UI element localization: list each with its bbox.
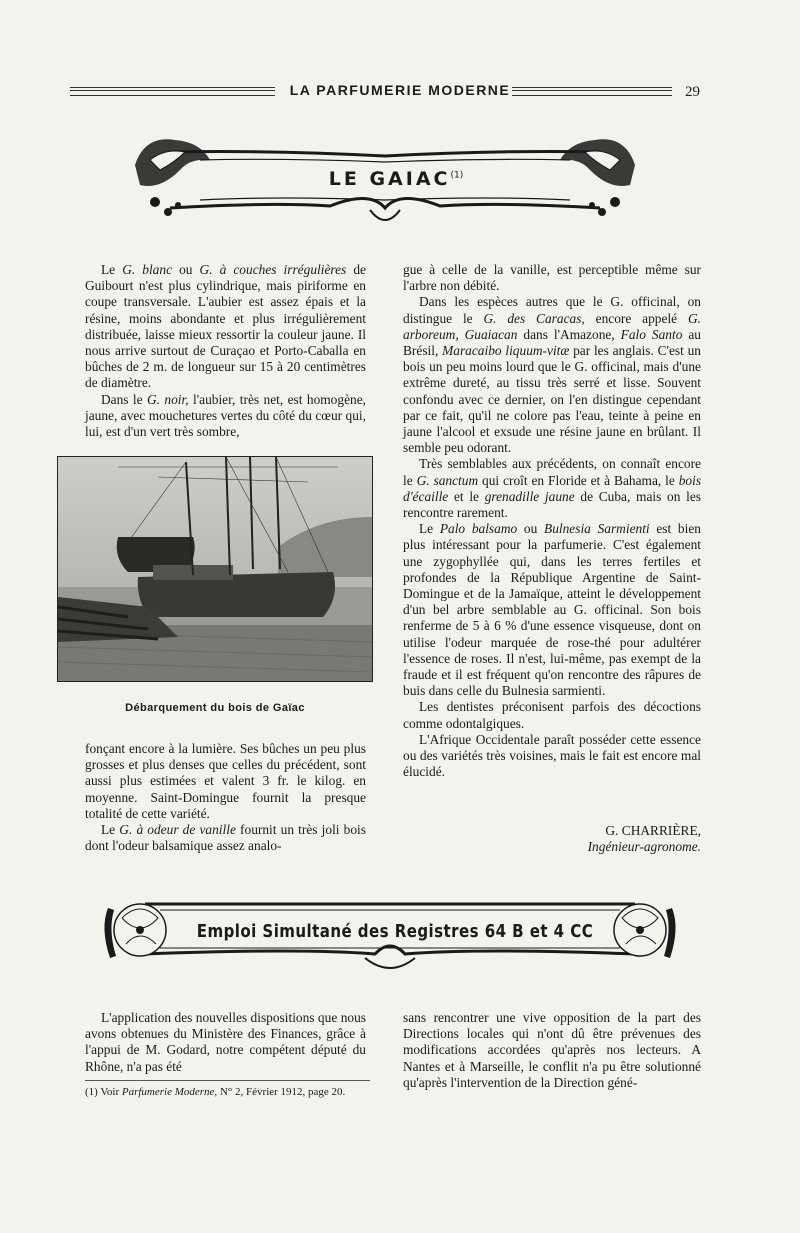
paragraph: Le G. à odeur de vanille fournit un très joli bois dont l'odeur balsamique assez analo- (85, 822, 366, 854)
article-2-right-column (403, 1010, 701, 1091)
paragraph: Le Palo balsamo ou Bulnesia Sarmienti est bien plus intéressant pour la parfumerie. C'est également une zygophyllée qui, dans les terres fertiles et profondes de la République Argentine de Saint-Domingue et de la Jamaïque, atteint le développement d'un bel arbre semblable au G. officinal. Son bois renferme de 5 à 6 % d'une essence visqueuse, dont on utilise l'odeur marquée de rose-thé pour adultérer l'essence de roses. Il n'est, lui-même, pas exempt de la fraude et il est fréquent qu'on rencontre des râpures de buis dans celle du Bulnesia sarmienti. (403, 521, 701, 699)
photograph-ship (57, 456, 373, 682)
paragraph: fonçant encore à la lumière. Ses bûches un peu plus grosses et plus denses que celles du précédent, sont aussi plus estimées et valent 3 fr. le kilog. en moyenne. Saint-Domingue fournit la presque totalité de cette variété. (85, 741, 366, 821)
italic-term: G. arboreum, Guaiacan (403, 310, 701, 342)
photo-caption: Débarquement du bois de Gaïac (125, 702, 305, 714)
paragraph: Le G. blanc ou G. à couches irrégulières de Guibourt n'est plus cylindrique, mais piriforme en coupe transversale. L'aubier est assez épais et la résine, moins abondante et plus irrégulièrement distribuée, laisse mieux ressortir la couleur jaune. Il nous arrive surtout de Curaçao et Porto-Caballa en bûches de 2 m. de longueur sur 15 à 20 centimètres de diamètre. (85, 262, 366, 391)
running-title: LA PARFUMERIE MODERNE (289, 82, 511, 98)
italic-term: G. à odeur de vanille (119, 822, 236, 838)
article-left-column-top (85, 262, 366, 440)
article-2-title: Emploi Simultané des Registres 64 B et 4 CC (196, 922, 594, 942)
paragraph: L'application des nouvelles dispositions que nous avons obtenues du Ministère des Finances, grâce à l'appui de M. Godard, notre compétent député du Rhône, n'a pas été (85, 1010, 366, 1074)
italic-term: Bulnesia Sarmienti (544, 521, 650, 537)
italic-term: G. noir, (146, 391, 189, 407)
paragraph: Dans le G. noir, l'aubier, très net, est homogène, jaune, avec mouchetures vertes du côté du cœur qui, lui, est d'un vert très sombre, (85, 391, 367, 440)
footnote-rest: N° 2, Février 1912, page 20. (217, 1086, 346, 1098)
article-title (236, 168, 556, 190)
italic-term: bois d'écaille (403, 472, 702, 504)
paragraph: Très semblables aux précédents, on connaît encore le G. sanctum qui croît en Floride et à Bahama, le bois d'écaille et le grenadille jaune de Cuba, mais on les rencontre rarement. (403, 456, 702, 521)
footnote (85, 1086, 370, 1099)
header-rule-right (512, 87, 672, 96)
paragraph: L'Afrique Occidentale paraît posséder cette essence ou des variétés très voisines, mais le fait est encore mal élucidé. (403, 731, 701, 780)
footnote-rule (85, 1080, 370, 1081)
italic-term: G. des Caracas, (483, 310, 585, 326)
article-left-column-bottom (85, 741, 366, 854)
footnote-text: (1) Voir (85, 1086, 122, 1098)
page-number: 29 (685, 84, 700, 100)
article-2-left-column (85, 1010, 366, 1075)
italic-term: G. à couches irrégulières (199, 262, 347, 277)
italic-term: Maracaibo liquum-vitæ (442, 343, 570, 359)
italic-term: grenadille jaune (484, 488, 575, 504)
signature-title: Ingénieur-agronome. (587, 839, 701, 855)
signature (403, 823, 701, 855)
article-title-text: LE GAIAC (328, 168, 451, 190)
italic-term: G. sanctum (416, 472, 479, 488)
footnote-mark: (1) (450, 170, 464, 181)
footnote-italic: Parfumerie Moderne, (121, 1086, 218, 1098)
italic-term: Falo Santo (620, 326, 683, 342)
paragraph: Les dentistes préconisent parfois des décoctions comme odontalgiques. (403, 699, 701, 731)
article-right-column (403, 262, 701, 781)
italic-term: G. blanc (122, 262, 173, 277)
paragraph: sans rencontrer une vive opposition de la part des Directions locales qui n'ont dû être prévenues des modifications accordées qu'après nos lecteurs. A Nantes et à Marseille, le conflit n'a pu être solutionné qu'après l'intervention de la Direction géné- (403, 1010, 701, 1090)
paragraph: gue à celle de la vanille, est perceptible même sur l'arbre non débité. (403, 262, 701, 294)
italic-term: Palo balsamo (439, 521, 518, 537)
signature-name: G. CHARRIÈRE, (605, 823, 701, 838)
paragraph: Dans les espèces autres que le G. officinal, on distingue le G. des Caracas, encore appelé G. arboreum, Guaiacan dans l'Amazone, Falo Santo au Brésil, Maracaibo liquum-vitæ par les anglais. C'est un bois un peu moins lourd que le G. officinal, mais d'une extrême dureté, au tissu très serré et lisse. Souvent confondu avec ce dernier, on l'en distingue cependant par ce fait, qu'il ne colore pas l'eau, teinte à peine en jaune l'alcool et exsude une résine jaune en brûlant. Il semble peu odorant. (403, 294, 701, 456)
